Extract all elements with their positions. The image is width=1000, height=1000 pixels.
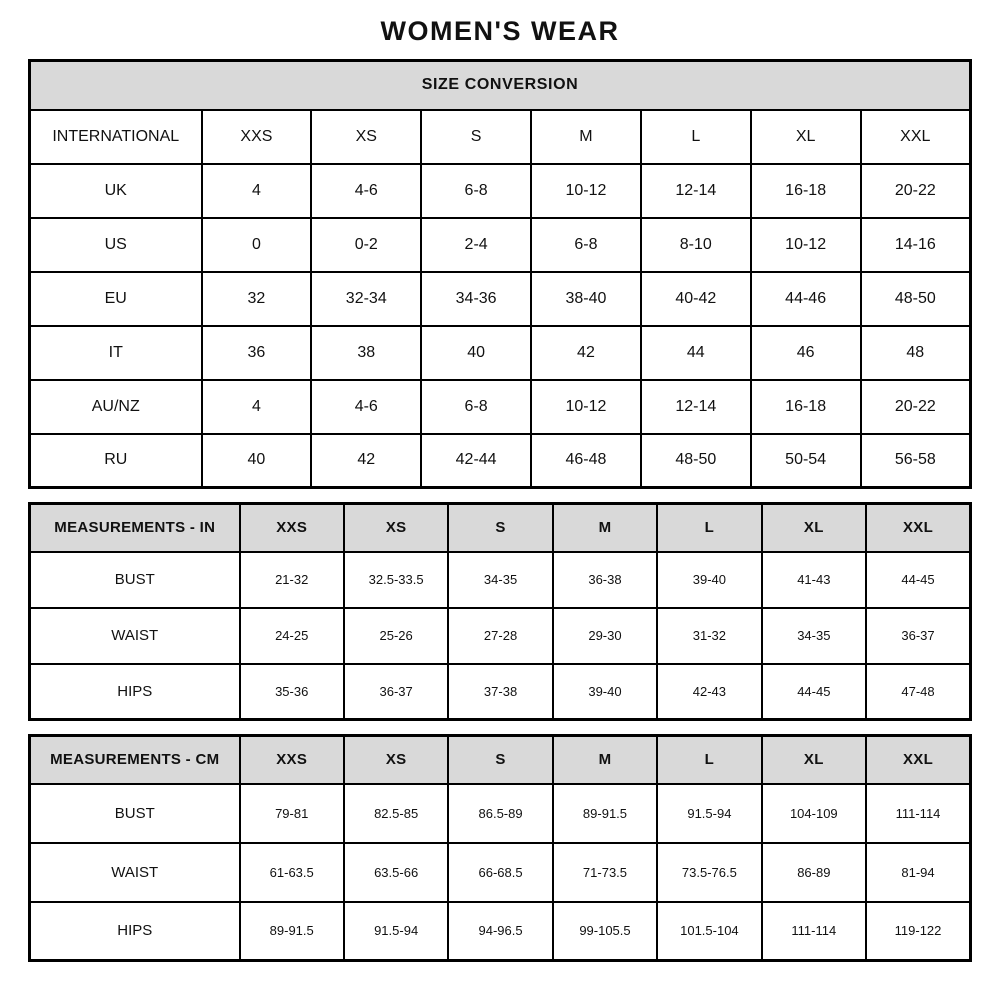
col-header-xl: XL — [751, 110, 861, 164]
table-row-bust-cm — [30, 784, 971, 843]
row-label: IT — [30, 326, 202, 380]
measure-cell: 91.5-94 — [657, 784, 761, 843]
col-header-l: L — [657, 504, 761, 552]
col-header-xs: XS — [311, 110, 421, 164]
size-cell: 12-14 — [641, 380, 751, 434]
col-header-xs: XS — [344, 504, 448, 552]
size-cell: 46-48 — [531, 434, 641, 488]
measure-cell: 36-38 — [553, 552, 657, 608]
measure-cell: 111-114 — [762, 902, 866, 961]
measure-cell: 63.5-66 — [344, 843, 448, 902]
size-cell: 40 — [202, 434, 312, 488]
measure-cell: 94-96.5 — [448, 902, 552, 961]
row-label: BUST — [30, 784, 240, 843]
size-cell: 40 — [421, 326, 531, 380]
measure-cell: 71-73.5 — [553, 843, 657, 902]
table-row-it — [30, 326, 971, 380]
table-row-waist-cm — [30, 843, 971, 902]
size-cell: 48-50 — [641, 434, 751, 488]
size-cell: 6-8 — [421, 164, 531, 218]
size-conversion-table — [28, 59, 972, 489]
size-cell: 38-40 — [531, 272, 641, 326]
table-row-eu — [30, 272, 971, 326]
row-label: HIPS — [30, 664, 240, 720]
col-header-m: M — [553, 736, 657, 784]
col-header-xl: XL — [762, 736, 866, 784]
col-header-xxl: XXL — [861, 110, 971, 164]
row-label: HIPS — [30, 902, 240, 961]
size-cell: 4 — [202, 164, 312, 218]
measure-cell: 34-35 — [448, 552, 552, 608]
measure-cell: 41-43 — [762, 552, 866, 608]
measure-cell: 82.5-85 — [344, 784, 448, 843]
col-header-xl: XL — [762, 504, 866, 552]
table-row-aunz — [30, 380, 971, 434]
col-header-xxl: XXL — [866, 736, 970, 784]
size-cell: 48 — [861, 326, 971, 380]
measure-cell: 39-40 — [553, 664, 657, 720]
col-header-s: S — [448, 504, 552, 552]
col-header-l: L — [657, 736, 761, 784]
measure-cell: 47-48 — [866, 664, 970, 720]
measure-cell: 31-32 — [657, 608, 761, 664]
size-conversion-title: SIZE CONVERSION — [30, 61, 971, 110]
size-cell: 4-6 — [311, 380, 421, 434]
table-row-bust-in — [30, 552, 971, 608]
col-header-xs: XS — [344, 736, 448, 784]
page-title: WOMEN'S WEAR — [380, 16, 620, 46]
measure-cell: 119-122 — [866, 902, 970, 961]
measure-cell: 42-43 — [657, 664, 761, 720]
table-row-us — [30, 218, 971, 272]
size-cell: 38 — [311, 326, 421, 380]
table-row-waist-in — [30, 608, 971, 664]
size-cell: 0 — [202, 218, 312, 272]
measure-cell: 29-30 — [553, 608, 657, 664]
row-label: INTERNATIONAL — [30, 110, 202, 164]
size-cell: 56-58 — [861, 434, 971, 488]
size-conversion-header-row — [30, 61, 971, 110]
col-header-s: S — [448, 736, 552, 784]
measure-cell: 39-40 — [657, 552, 761, 608]
table-row-hips-cm — [30, 902, 971, 961]
row-label: AU/NZ — [30, 380, 202, 434]
size-cell: 32 — [202, 272, 312, 326]
measure-cell: 86.5-89 — [448, 784, 552, 843]
measure-cell: 91.5-94 — [344, 902, 448, 961]
measure-cell: 104-109 — [762, 784, 866, 843]
size-cell: 14-16 — [861, 218, 971, 272]
col-header-s: S — [421, 110, 531, 164]
measure-cell: 24-25 — [240, 608, 344, 664]
measure-cell: 89-91.5 — [553, 784, 657, 843]
measure-cell: 21-32 — [240, 552, 344, 608]
size-cell: 42-44 — [421, 434, 531, 488]
measurements-in-title: MEASUREMENTS - IN — [30, 504, 240, 552]
measure-cell: 32.5-33.5 — [344, 552, 448, 608]
table-row-hips-in — [30, 664, 971, 720]
size-cell: 36 — [202, 326, 312, 380]
size-cell: 44 — [641, 326, 751, 380]
col-header-l: L — [641, 110, 751, 164]
size-cell: 46 — [751, 326, 861, 380]
measure-cell: 27-28 — [448, 608, 552, 664]
measure-cell: 99-105.5 — [553, 902, 657, 961]
size-cell: 50-54 — [751, 434, 861, 488]
size-cell: 42 — [311, 434, 421, 488]
measurements-cm-title: MEASUREMENTS - CM — [30, 736, 240, 784]
measurements-cm-table — [28, 734, 972, 962]
col-header-xxs: XXS — [240, 504, 344, 552]
size-cell: 10-12 — [531, 380, 641, 434]
measure-cell: 66-68.5 — [448, 843, 552, 902]
measure-cell: 89-91.5 — [240, 902, 344, 961]
row-label: RU — [30, 434, 202, 488]
measure-cell: 61-63.5 — [240, 843, 344, 902]
measure-cell: 34-35 — [762, 608, 866, 664]
size-cell: 10-12 — [751, 218, 861, 272]
international-header-row — [30, 110, 971, 164]
size-cell: 16-18 — [751, 380, 861, 434]
table-row-uk — [30, 164, 971, 218]
col-header-m: M — [553, 504, 657, 552]
size-cell: 20-22 — [861, 380, 971, 434]
size-cell: 40-42 — [641, 272, 751, 326]
measure-cell: 35-36 — [240, 664, 344, 720]
size-cell: 4-6 — [311, 164, 421, 218]
size-cell: 6-8 — [421, 380, 531, 434]
measure-cell: 36-37 — [344, 664, 448, 720]
table-row-ru — [30, 434, 971, 488]
size-cell: 12-14 — [641, 164, 751, 218]
size-cell: 10-12 — [531, 164, 641, 218]
measure-cell: 44-45 — [762, 664, 866, 720]
size-cell: 34-36 — [421, 272, 531, 326]
size-cell: 6-8 — [531, 218, 641, 272]
measure-cell: 79-81 — [240, 784, 344, 843]
size-cell: 32-34 — [311, 272, 421, 326]
col-header-xxl: XXL — [866, 504, 970, 552]
size-cell: 20-22 — [861, 164, 971, 218]
measure-cell: 81-94 — [866, 843, 970, 902]
size-cell: 2-4 — [421, 218, 531, 272]
measure-cell: 111-114 — [866, 784, 970, 843]
measure-cell: 37-38 — [448, 664, 552, 720]
col-header-m: M — [531, 110, 641, 164]
size-cell: 48-50 — [861, 272, 971, 326]
measure-cell: 101.5-104 — [657, 902, 761, 961]
row-label: UK — [30, 164, 202, 218]
row-label: WAIST — [30, 608, 240, 664]
row-label: US — [30, 218, 202, 272]
measurements-cm-header-row — [30, 736, 971, 784]
measure-cell: 44-45 — [866, 552, 970, 608]
size-cell: 0-2 — [311, 218, 421, 272]
size-cell: 4 — [202, 380, 312, 434]
measure-cell: 25-26 — [344, 608, 448, 664]
measure-cell: 86-89 — [762, 843, 866, 902]
col-header-xxs: XXS — [202, 110, 312, 164]
col-header-xxs: XXS — [240, 736, 344, 784]
size-cell: 44-46 — [751, 272, 861, 326]
row-label: WAIST — [30, 843, 240, 902]
measure-cell: 36-37 — [866, 608, 970, 664]
size-cell: 8-10 — [641, 218, 751, 272]
measure-cell: 73.5-76.5 — [657, 843, 761, 902]
size-cell: 42 — [531, 326, 641, 380]
row-label: EU — [30, 272, 202, 326]
measurements-in-header-row — [30, 504, 971, 552]
row-label: BUST — [30, 552, 240, 608]
size-cell: 16-18 — [751, 164, 861, 218]
measurements-in-table — [28, 502, 972, 721]
